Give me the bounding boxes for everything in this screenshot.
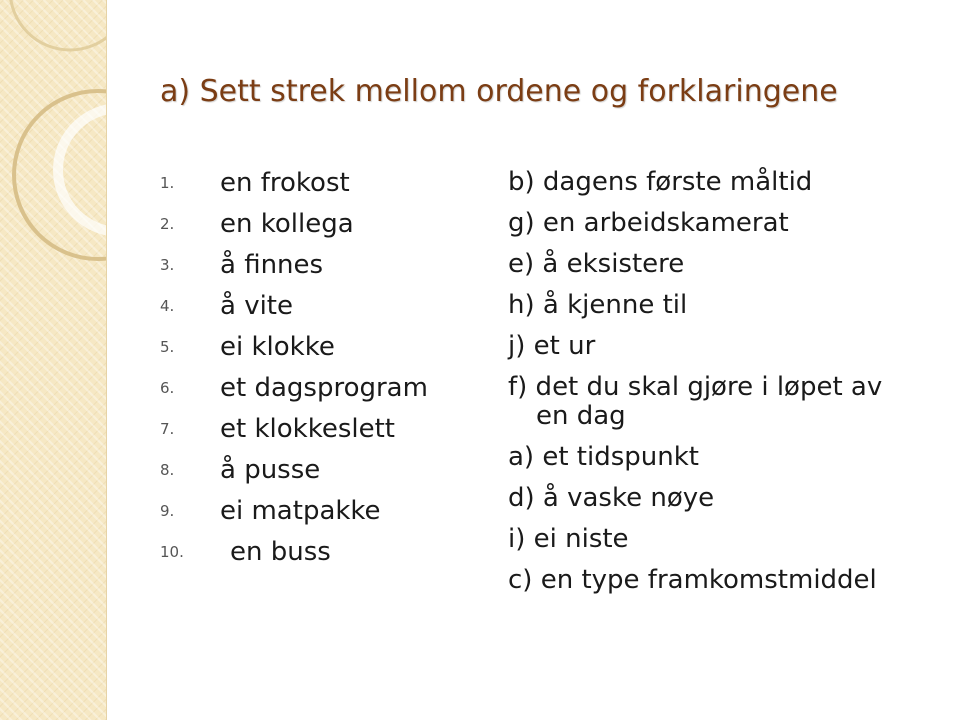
word-item (160, 367, 428, 408)
definition-item (508, 162, 938, 203)
definition-text: c) en type framkomstmiddel (508, 565, 877, 595)
definition-item (508, 244, 938, 285)
definition-text: i) ei niste (508, 524, 629, 554)
word-item (160, 408, 428, 449)
item-number: 1. (160, 173, 175, 192)
word-text: et klokkeslett (220, 413, 395, 444)
word-text: ei klokke (220, 331, 335, 362)
definition-text: d) å vaske nøye (508, 483, 715, 513)
word-list (160, 162, 428, 572)
item-number: 4. (160, 296, 175, 315)
definition-item (508, 519, 938, 560)
word-item (160, 244, 428, 285)
item-number: 7. (160, 419, 175, 438)
decorative-side-band (0, 0, 107, 720)
item-number: 9. (160, 501, 175, 520)
word-item (160, 449, 428, 490)
word-item (160, 490, 428, 531)
word-text: å vite (220, 290, 293, 321)
word-text: ei matpakke (220, 495, 381, 526)
item-number: 10. (160, 542, 184, 561)
definition-text: b) dagens første måltid (508, 167, 813, 197)
slide-title: a) Sett strek mellom ordene og forklaringene (160, 74, 838, 109)
item-number: 3. (160, 255, 175, 274)
definition-text: f) det du skal gjøre i løpet av (508, 372, 883, 402)
word-text: en frokost (220, 167, 350, 198)
word-text: en buss (230, 536, 331, 567)
word-item (160, 326, 428, 367)
definition-text: a) et tidspunkt (508, 442, 699, 472)
item-number: 2. (160, 214, 175, 233)
word-text: å pusse (220, 454, 321, 485)
definition-list (508, 162, 938, 601)
word-item (160, 203, 428, 244)
definition-text: j) et ur (508, 331, 596, 361)
definition-item (508, 478, 938, 519)
definition-continuation: en dag (536, 401, 626, 431)
definition-item (508, 326, 938, 367)
definition-text: g) en arbeidskamerat (508, 208, 789, 238)
word-text: å finnes (220, 249, 324, 280)
word-item (160, 531, 428, 572)
item-number: 5. (160, 337, 175, 356)
item-number: 6. (160, 378, 175, 397)
definition-item (508, 560, 938, 601)
definition-item (508, 437, 938, 478)
definition-text: h) å kjenne til (508, 290, 688, 320)
definition-text: e) å eksistere (508, 249, 685, 279)
item-number: 8. (160, 460, 175, 479)
definition-item (508, 203, 938, 244)
decorative-circles (0, 0, 106, 720)
word-item (160, 285, 428, 326)
word-text: et dagsprogram (220, 372, 428, 403)
definition-item (508, 285, 938, 326)
definition-item (508, 367, 938, 437)
word-text: en kollega (220, 208, 354, 239)
word-item (160, 162, 428, 203)
